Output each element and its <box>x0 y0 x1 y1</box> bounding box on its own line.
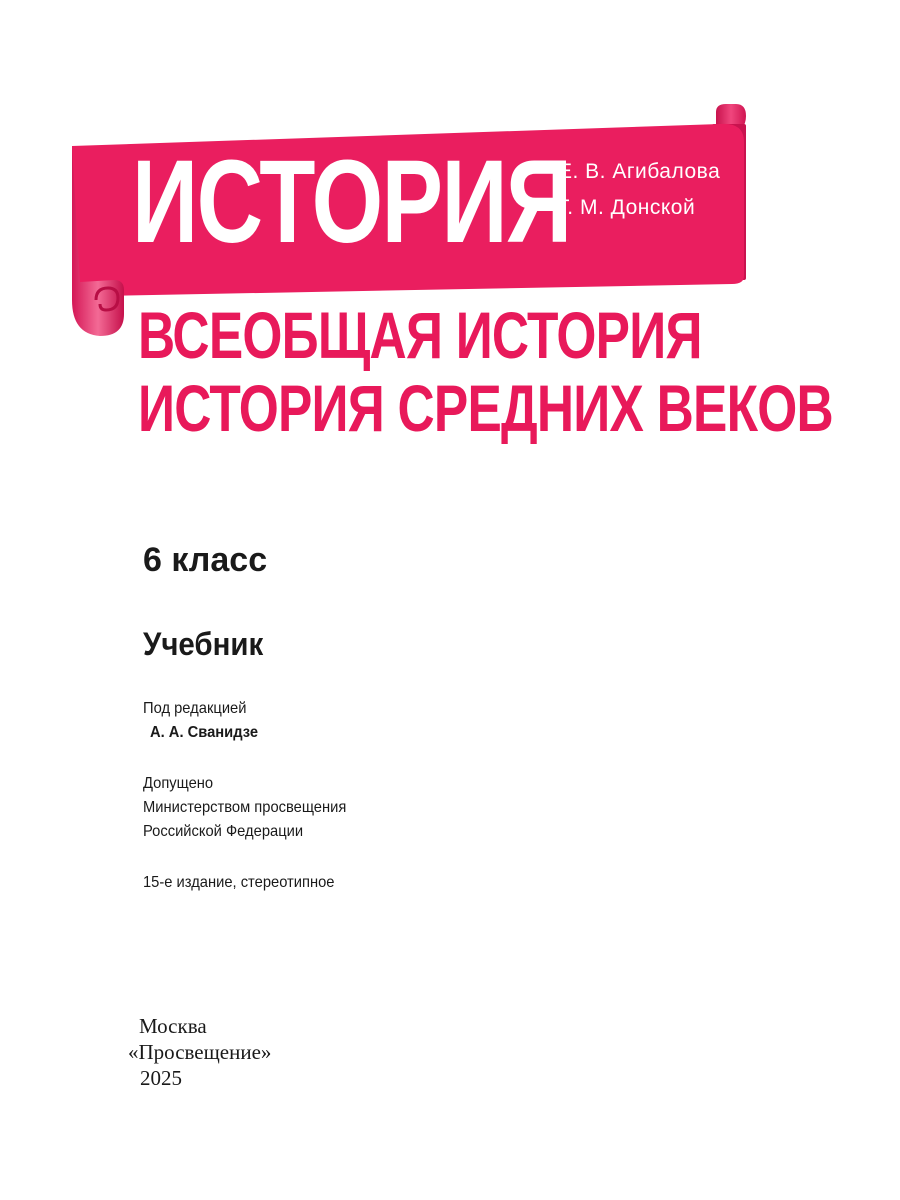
author-2: Г. М. Донской <box>558 196 696 219</box>
editor-label: Под редакцией <box>143 700 247 717</box>
edition-note: 15-е издание, стереотипное <box>143 874 335 891</box>
subtitle-middle-ages: ИСТОРИЯ СРЕДНИХ ВЕКОВ <box>138 371 833 445</box>
imprint-city: Москва <box>139 1014 207 1038</box>
authors <box>558 154 720 226</box>
author-1: Е. В. Агибалова <box>558 160 721 183</box>
approval-line-1: Допущено <box>143 775 214 792</box>
editor-name: А. А. Сванидзе <box>150 724 259 741</box>
approval-line-3: Российской Федерации <box>143 823 304 840</box>
imprint-year: 2025 <box>140 1066 182 1090</box>
subtitle-general-history: ВСЕОБЩАЯ ИСТОРИЯ <box>138 298 702 372</box>
book-title: ИСТОРИЯ <box>132 136 571 268</box>
approval-line-2: Министерством просвещения <box>143 799 347 816</box>
grade-label: 6 класс <box>143 541 268 579</box>
imprint-publisher: «Просвещение» <box>128 1040 272 1064</box>
book-type-label: Учебник <box>143 626 264 662</box>
